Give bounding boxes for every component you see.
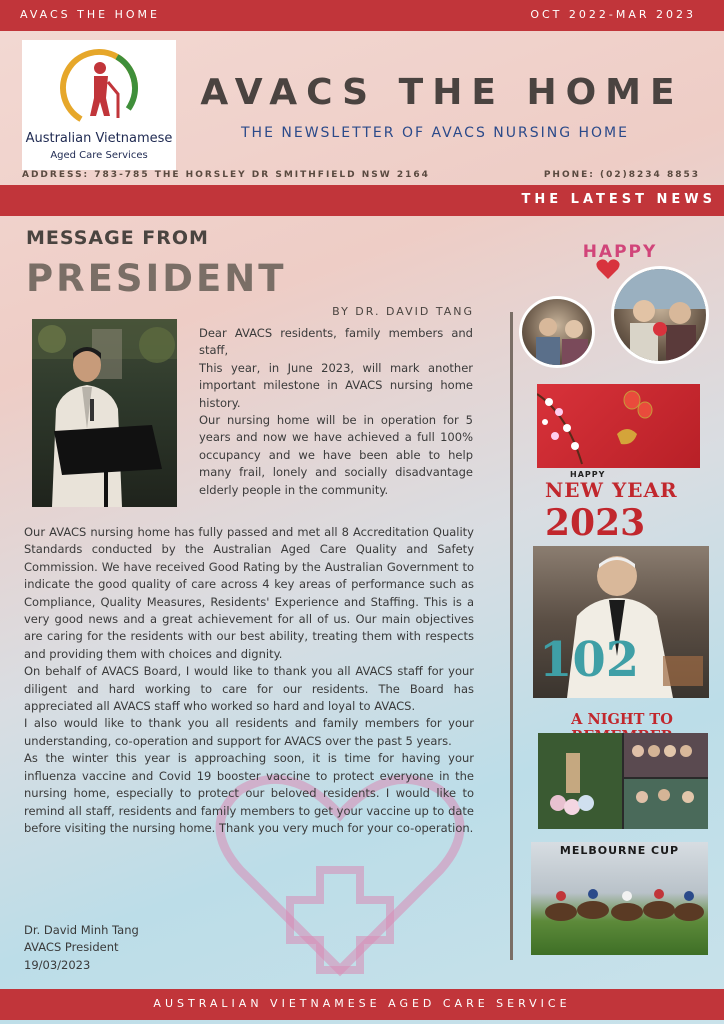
new-year-year: 2023 <box>545 502 646 544</box>
address: ADDRESS: 783-785 THE HORSLEY DR SMITHFIELD NSW 2164 <box>22 170 430 180</box>
intro-paragraph: Dear AVACS residents, family members and staff, <box>199 326 473 358</box>
article-heading-large: PRESIDENT <box>26 257 287 300</box>
latest-news-label: THE LATEST NEWS <box>521 192 716 207</box>
signature-title: AVACS President <box>24 940 119 955</box>
signature-block <box>24 922 224 974</box>
residents-photo-icon <box>522 299 595 368</box>
logo-line-1: Australian Vietnamese <box>25 131 173 146</box>
byline: BY DR. DAVID TANG <box>332 305 474 318</box>
signature-name: Dr. David Minh Tang <box>24 923 139 937</box>
new-year-label: NEW YEAR <box>545 478 678 502</box>
intro-paragraph: Our nursing home will be in operation for 5 years and now we have achieved a full 100% occupancy and we have been able to help many frail, lonely and socially disadvantage elderly people in the community. <box>199 413 473 497</box>
newsletter-subtitle: THE NEWSLETTER OF AVACS NURSING HOME <box>241 125 629 141</box>
top-bar <box>0 0 724 31</box>
valentine-photo-2 <box>611 266 709 364</box>
heart-icon <box>596 258 620 280</box>
newsletter-title: AVACS THE HOME <box>200 72 684 113</box>
signature-date: 19/03/2023 <box>24 957 91 972</box>
melbourne-cup-photo <box>531 842 708 955</box>
body-paragraph: Our AVACS nursing home has fully passed and met all 8 Accreditation Quality Standards conducted by the Australian Aged Care Quality and Safety Commission. We have received Good Rating by the Australian Government to indicate the good quality of care across 4 key areas of performance such as Compliance, Quality Measures, Residents' Experience and Staffing. This is a very good news and a great achievement for all of us. Our main objectives are caring for the residents with our best ability, treating them with respects and providing them with choices and dignity. <box>24 525 474 661</box>
header-title: AVACS THE HOME <box>20 8 160 21</box>
president-photo <box>32 319 177 507</box>
event-collage-icon <box>538 733 708 829</box>
intro-paragraph: This year, in June 2023, will mark another important milestone in AVACS nursing home history. <box>199 360 473 410</box>
valentine-title: HAPPY <box>582 242 658 262</box>
new-year-greeting <box>545 478 724 544</box>
footer-text: AUSTRALIAN VIETNAMESE AGED CARE SERVICE <box>153 997 571 1010</box>
night-to-remember-collage <box>538 733 708 829</box>
residents-photo-icon <box>614 269 709 364</box>
avacs-logo <box>22 40 176 170</box>
intro-text <box>199 325 473 499</box>
birthday-photo <box>533 546 709 698</box>
phone: PHONE: (02)8234 8853 <box>543 170 700 180</box>
article-heading-small: MESSAGE FROM <box>26 227 209 249</box>
footer-bar <box>0 989 724 1020</box>
new-year-happy: HAPPY <box>570 470 606 479</box>
article-body <box>24 524 474 837</box>
body-paragraph: I also would like to thank you all residents and family members for your understanding, co-operation and support for AVACS over the past 5 years. <box>24 716 474 748</box>
president-figure-icon <box>32 319 177 507</box>
body-paragraph: On behalf of AVACS Board, I would like to thank you all AVACS staff for your diligent and hard working to care for our residents. The Board has appreciated all AVACS staff who worked so hard and loyal to AVACS. <box>24 664 474 714</box>
logo-emblem-icon <box>56 46 142 130</box>
valentine-photo-1 <box>519 296 595 368</box>
logo-line-2: Aged Care Services <box>50 150 148 161</box>
body-paragraph: As the winter this year is approaching soon, it is time for having your influenza vaccine and Covid 19 booster vaccine to protect everyone in the nursing home, especially to protect our beloved residents. I would like to remind all staff, residents and family members to get your vaccine up to date before visiting the nursing home. Thank you very much for your co-operation. <box>24 751 474 835</box>
blossom-lantern-icon <box>537 384 700 468</box>
new-year-photo <box>537 384 700 468</box>
horse-race-icon <box>531 842 708 955</box>
melbourne-cup-title: MELBOURNE CUP <box>559 844 680 857</box>
birthday-number: 102 <box>539 632 640 688</box>
latest-news-bar <box>0 185 724 216</box>
column-divider <box>510 312 513 960</box>
header-date: OCT 2022-MAR 2023 <box>530 8 696 21</box>
night-to-remember-title: A NIGHT TO <box>571 711 673 728</box>
